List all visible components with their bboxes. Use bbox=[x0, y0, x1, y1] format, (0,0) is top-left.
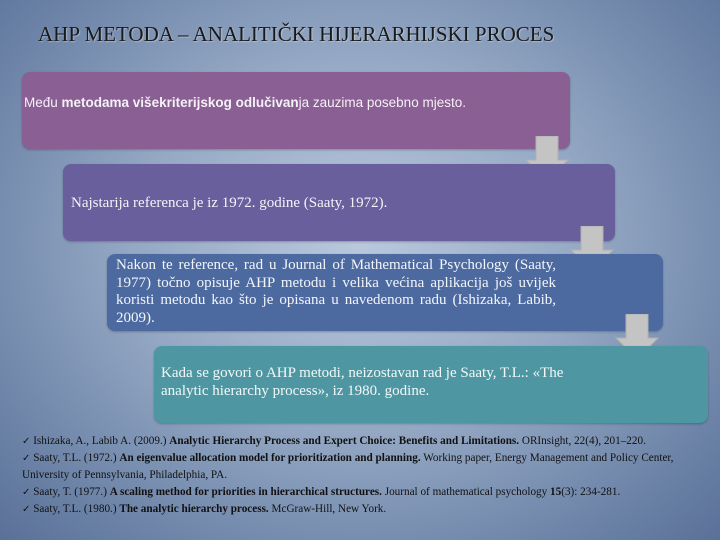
step-box-2-text: Najstarija referenca je iz 1972. godine (Saaty, 1972). bbox=[71, 195, 388, 211]
step-box-1-text-pre: Među bbox=[24, 95, 62, 110]
reference-title: The analytic hierarchy process. bbox=[119, 502, 269, 515]
reference-title: A scaling method for priorities in hierarchical structures. bbox=[109, 485, 382, 498]
reference-list bbox=[22, 433, 702, 518]
check-icon: ✓ bbox=[22, 486, 31, 498]
reference-item bbox=[22, 450, 702, 483]
reference-text: McGraw-Hill, New York. bbox=[268, 502, 387, 515]
reference-title: Analytic Hierarchy Process and Expert Choice: Benefits and Limitations. bbox=[169, 435, 520, 447]
check-icon: ✓ bbox=[22, 436, 31, 447]
reference-volume: 15 bbox=[550, 485, 562, 498]
reference-text: Saaty, T. (1977.) bbox=[30, 485, 110, 498]
page-title: AHP METODA – ANALITIČKI HIJERARHIJSKI PROCES bbox=[38, 22, 555, 46]
step-box-4-text: Kada se govori o AHP metodi, neizostavan rad je Saaty, T.L.: «The analytic hierarchy process», iz 1980. godine. bbox=[161, 365, 564, 399]
reference-title: An eigenvalue allocation model for prioritization and planning. bbox=[119, 452, 421, 465]
step-box-1 bbox=[22, 72, 570, 149]
step-box-1-text bbox=[24, 94, 514, 111]
reference-text: Journal of mathematical psychology bbox=[381, 485, 551, 498]
check-icon: ✓ bbox=[22, 453, 31, 465]
step-box-1-text-post: ja zauzima posebno mjesto. bbox=[298, 95, 466, 110]
reference-item bbox=[22, 484, 702, 501]
reference-text: Saaty, T.L. (1972.) bbox=[30, 452, 120, 465]
reference-text: (3): 234-281. bbox=[561, 485, 621, 498]
step-box-2 bbox=[63, 164, 615, 241]
reference-text: ORInsight, 22(4), 201–220. bbox=[519, 435, 646, 447]
step-box-3 bbox=[107, 254, 663, 331]
reference-item bbox=[22, 433, 702, 450]
reference-text: Working paper, Energy Management and Policy Center, University of Pennsylvania, Philadelphia, PA. bbox=[22, 452, 674, 482]
reference-text: Ishizaka, A., Labib A. (2009.) bbox=[30, 435, 170, 447]
step-box-1-text-bold: metodama višekriterijskog odlučivan bbox=[61, 95, 299, 110]
step-box-4 bbox=[154, 346, 708, 423]
check-icon: ✓ bbox=[22, 503, 31, 515]
reference-item bbox=[22, 501, 702, 518]
step-box-3-text: Nakon te reference, rad u Journal of Mathematical Psychology (Saaty, 1977) točno opisuje AHP metodu i velika većina aplikacija još uvijek koristi metodu kao što je opisana u navedenom radu (Ishizaka, Labib, 2009). bbox=[116, 257, 556, 326]
reference-text: Saaty, T.L. (1980.) bbox=[30, 502, 120, 515]
